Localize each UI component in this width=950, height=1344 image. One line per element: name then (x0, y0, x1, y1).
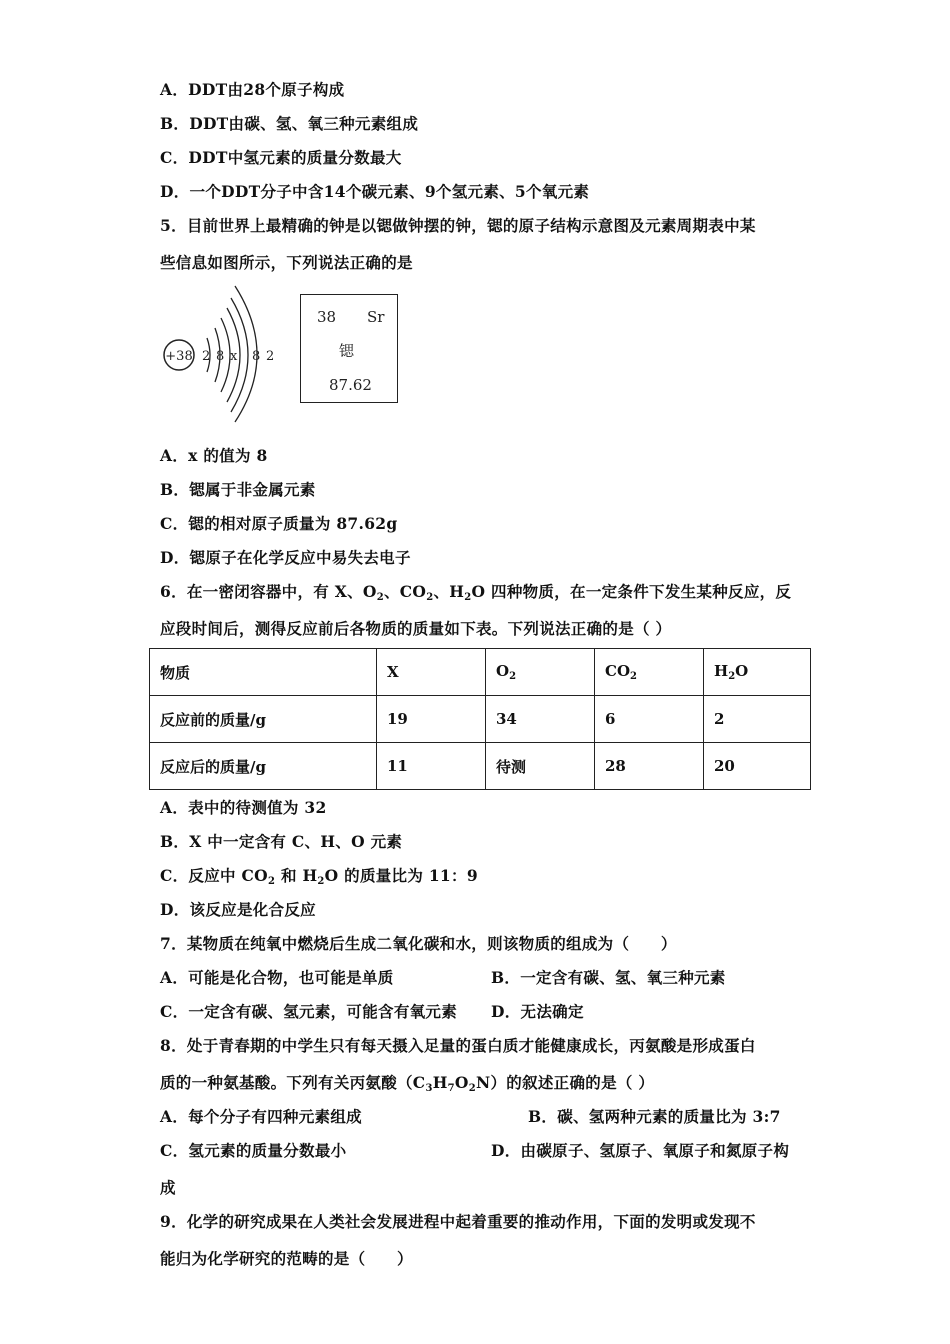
nucleus-charge: +38 (165, 349, 193, 364)
table-cell: $CO_2$ (595, 649, 704, 696)
table-cell: 2 (704, 696, 811, 743)
q6-option-c: C．反应中 $CO_2$ 和 $H_2O$ 的质量比为 11：9 (160, 866, 478, 887)
q5-option-d: D．锶原子在化学反应中易失去电子 (160, 548, 411, 567)
table-cell: 20 (704, 743, 811, 790)
q7-stem: 7．某物质在纯氧中燃烧后生成二氧化碳和水，则该物质的组成为（ ） (160, 934, 677, 953)
q8-option-d: D．由碳原子、氢原子、氧原子和氮原子构 (491, 1141, 790, 1160)
table-cell: 28 (595, 743, 704, 790)
element-atomic-mass: 87.62 (329, 376, 372, 394)
q5-stem-line2: 些信息如图所示，下列说法正确的是 (160, 253, 413, 272)
element-name: 锶 (339, 342, 355, 360)
q6-stem-line1: 6．在一密闭容器中，有 X、$O_2$、$CO_2$、$H_2O$ 四种物质，在一定条件下发生某种反应，反 (160, 582, 792, 603)
q5-option-c: C．锶的相对原子质量为 87.62g (160, 514, 398, 533)
shell-2-count: 8 (216, 349, 225, 364)
table-row (150, 696, 811, 743)
table-cell: 待测 (486, 743, 595, 790)
element-atomic-number: 38 (317, 308, 337, 326)
q4-option-c: C．DDT中氢元素的质量分数最大 (160, 148, 402, 167)
q7-option-d: D．无法确定 (491, 1002, 584, 1021)
shell-4-count: 8 (252, 349, 261, 364)
q7-option-c: C．一定含有碳、氢元素，可能含有氧元素 (160, 1002, 458, 1021)
q5-option-b: B．锶属于非金属元素 (160, 480, 316, 499)
table-cell: X (377, 649, 486, 696)
q5-stem-line1: 5．目前世界上最精确的钟是以锶做钟摆的钟，锶的原子结构示意图及元素周期表中某 (160, 216, 756, 235)
shell-5-count: 2 (266, 349, 275, 364)
q6-option-d: D．该反应是化合反应 (160, 900, 316, 919)
table-row (150, 743, 811, 790)
q4-option-a: A．DDT由28个原子构成 (160, 80, 345, 99)
table-cell: 19 (377, 696, 486, 743)
q7-option-b: B．一定含有碳、氢、氧三种元素 (491, 968, 726, 987)
table-cell: 反应后的质量/g (150, 743, 377, 790)
table-cell: 反应前的质量/g (150, 696, 377, 743)
table-cell: 6 (595, 696, 704, 743)
q8-option-d-continuation: 成 (160, 1178, 176, 1197)
q6-stem-line2: 应段时间后，测得反应前后各物质的质量如下表。下列说法正确的是（ ） (160, 619, 672, 638)
table-cell: 11 (377, 743, 486, 790)
table-cell: $O_2$ (486, 649, 595, 696)
q8-option-a: A．每个分子有四种元素组成 (160, 1107, 362, 1126)
q9-stem-line1: 9．化学的研究成果在人类社会发展进程中起着重要的推动作用，下面的发明或发现不 (160, 1212, 756, 1231)
q4-option-b: B．DDT由碳、氢、氧三种元素组成 (160, 114, 419, 133)
q6-option-a: A．表中的待测值为 32 (160, 798, 327, 817)
element-symbol: Sr (367, 308, 385, 326)
q8-option-b: B．碳、氢两种元素的质量比为 3:7 (528, 1107, 781, 1126)
q6-option-b: B．X 中一定含有 C、H、O 元素 (160, 832, 403, 851)
q7-option-a: A．可能是化合物，也可能是单质 (160, 968, 394, 987)
q8-stem-line2: 质的一种氨基酸。下列有关丙氨酸$(C_3H_7O_2N)$的叙述正确的是（ ） (160, 1073, 655, 1094)
q4-option-d: D．一个DDT分子中含14个碳元素、9个氢元素、5个氧元素 (160, 182, 590, 201)
q8-stem-line1: 8．处于青春期的中学生只有每天摄入足量的蛋白质才能健康成长，丙氨酸是形成蛋白 (160, 1036, 756, 1055)
table-cell: 物质 (150, 649, 377, 696)
table-header-row (150, 649, 811, 696)
q9-stem-line2: 能归为化学研究的范畴的是（ ） (160, 1249, 413, 1268)
atom-structure-diagram (155, 278, 285, 426)
shell-1-count: 2 (202, 349, 211, 364)
q5-option-a: A．x 的值为 8 (160, 446, 268, 465)
table-cell: 34 (486, 696, 595, 743)
table-cell: $H_2O$ (704, 649, 811, 696)
element-card-strontium (300, 294, 398, 403)
q8-option-c: C．氢元素的质量分数最小 (160, 1141, 347, 1160)
mass-data-table (149, 648, 811, 790)
shell-3-count: x (230, 349, 238, 364)
